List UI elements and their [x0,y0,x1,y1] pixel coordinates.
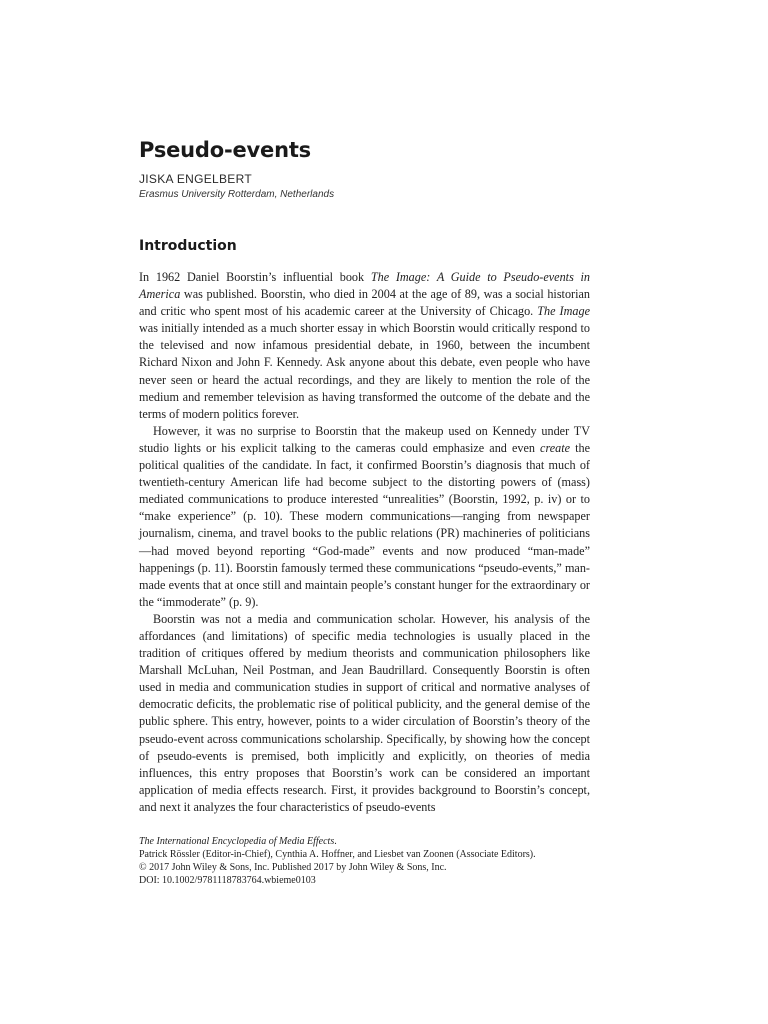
footer-editors: Patrick Rössler (Editor-in-Chief), Cynthia A. Hoffner, and Liesbet van Zoonen (Associate Editors). [139,849,536,860]
emphasis-create: create [540,440,571,455]
footer-copyright: © 2017 John Wiley & Sons, Inc. Published 2017 by John Wiley & Sons, Inc. [139,862,447,873]
section-heading: Introduction [139,238,237,254]
article-body [139,269,590,816]
article-title: Pseudo-events [139,138,311,162]
paragraph-2-text-c: the political qualities of the candidate. In fact, it confirmed Boorstin’s diagnosis that much of twentieth-century American life had become subject to the distorting powers of (mass) mediated communications to produce interested “unrealities” (Boorstin, 1992, p. iv) or to “make experience” (p. 10). These modern communications—ranging from newspaper journalism, cinema, and travel books to the public relations (PR) machineries of politicians—had moved beyond reporting “God-made” events and now produced “man-made” happenings (p. 11). Boorstin famously termed these communications “pseudo-events,” man-made events that at once still and maintain people’s constant hunger for the extraordinary or the “immoderate” (p. 9). [139,440,591,609]
book-title-italic: The Image: A Guide to Pseudo-events in America [139,270,590,302]
footer-encyclopedia-line [139,835,599,848]
paragraph-1-text-e: was initially intended as a much shorter essay in which Boorstin would critically respond to the televised and now infamous presidential debate, in 1960, between the incumbent Richard Nixon and John F. Kennedy. Ask anyone about this debate, even people who have never seen or heard the actual recordings, and they are likely to mention the role of the medium and remember television as having transformed the outcome of the debate and the terms of modern politics forever. [139,321,590,421]
footer-doi: DOI: 10.1002/9781118783764.wbieme0103 [139,875,316,886]
paragraph-3: Boorstin was not a media and communication scholar. However, his analysis of the affordances (and limitations) of specific media technologies is usually placed in the tradition of critiques offered by medium theorists and communication philosophers like Marshall McLuhan, Neil Postman, and Jean Baudrillard. Consequently Boorstin is often used in media and communication studies in support of critical and normative analyses of democratic deficits, the problematic rise of political publicity, and the general demise of the public sphere. This entry, however, points to a wider circulation of Boorstin’s theory of the pseudo-event across communications scholarship. Specifically, by showing how the concept of pseudo-events is premised, both implicitly and explicitly, on theories of media influences, this entry proposes that Boorstin’s work can be considered an important application of media effects research. First, it provides background to Boorstin’s concept, and next it analyzes the four characteristics of pseudo-events [139,611,590,814]
book-short-title-italic: The Image [537,304,590,319]
paragraph-1 [139,269,590,423]
paragraph-2 [139,423,590,611]
author-name: JISKA ENGELBERT [139,172,252,186]
paragraph-1-text-a: In 1962 Daniel Boorstin’s influential book [139,270,371,284]
encyclopedia-title: The International Encyclopedia of Media Effects [139,836,335,847]
paragraph-2-text-a: However, it was no surprise to Boorstin that the makeup used on Kennedy under TV studio lights or his explicit talking to the cameras could emphasize and even [139,423,590,455]
paragraph-1-text-c: was published. Boorstin, who died in 2004 at the age of 89, was a social historian and critic who spent most of his academic career at the University of Chicago. [139,287,590,319]
encyclopedia-period: . [334,836,337,847]
publication-footer [139,835,599,887]
author-affiliation: Erasmus University Rotterdam, Netherlands [139,189,335,200]
